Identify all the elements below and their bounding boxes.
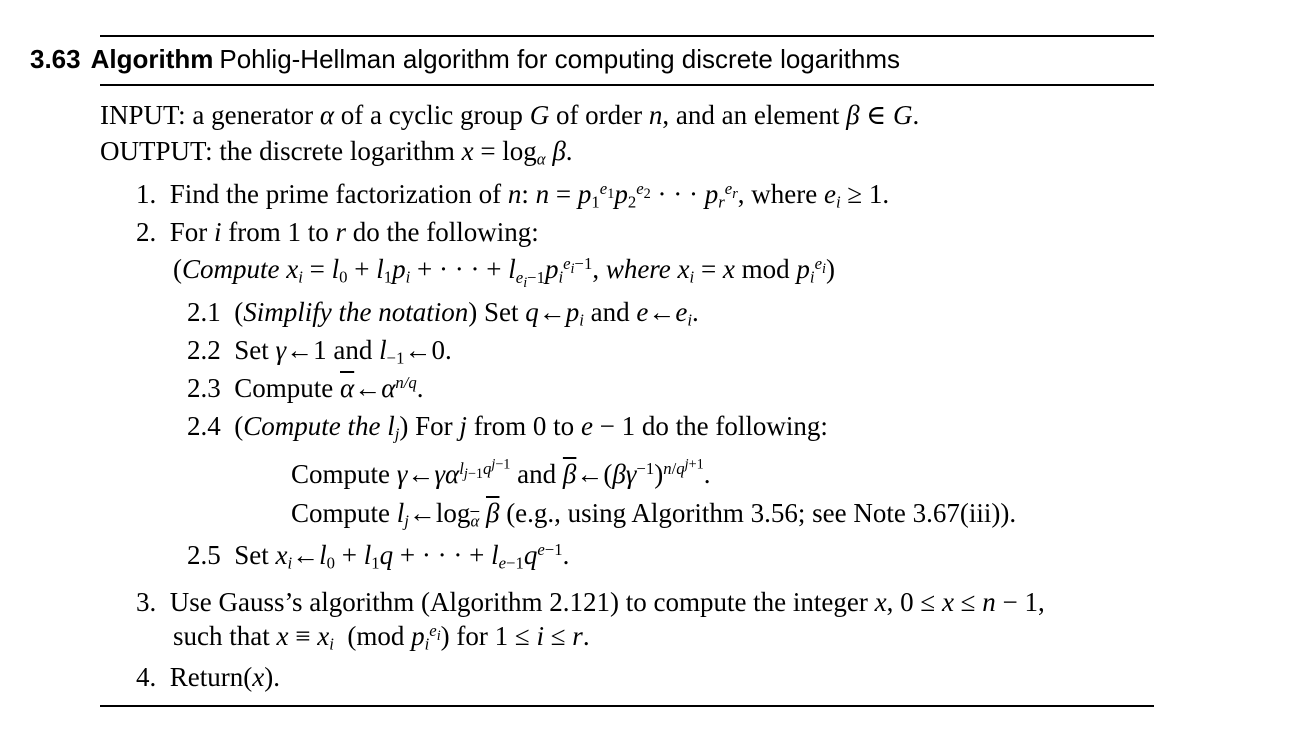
algorithm-title: Pohlig-Hellman algorithm for computing discrete logarithms [219, 44, 900, 74]
step-2-1-label: 2.1 [187, 297, 221, 327]
step-3: 3. Use Gauss’s algorithm (Algorithm 2.121) to compute the integer x, 0 ≤ x ≤ n − 1, [136, 587, 1045, 617]
step-2-1: 2.1 (Simplify the notation) Set $q\leftarrow p_i$ and $e\leftarrow e_i$. [187, 297, 699, 330]
step-1-label: 1. [136, 179, 157, 209]
step-2-2-label: 2.2 [187, 335, 221, 365]
step-2-5-label: 2.5 [187, 540, 221, 570]
step-2-4-label: 2.4 [187, 411, 221, 441]
step-2-note: (Compute $x_i = l_0 + l_1p_i$ + · · · + $l_{e_i-1}p_i^{e_i-1}$, where $x_i = x$ mod $p_i^{e_i}$) [173, 253, 835, 291]
heading-rule [100, 84, 1154, 86]
step-2-2: 2.2 Set γ←1 and $l_{-1}\leftarrow 0$. [187, 335, 452, 368]
step-2-4: 2.4 (Compute the $l_j$) For j from 0 to e − 1 do the following: [187, 411, 828, 444]
step-2-5: 2.5 Set $x_i\leftarrow l_0 + l_1q$ + · · · + $l_{e-1}q^{e-1}$. [187, 539, 570, 573]
algorithm-keyword: Algorithm [90, 44, 214, 74]
step-3-label: 3. [136, 587, 157, 617]
algorithm-heading [30, 44, 900, 75]
step-4-label: 4. [136, 662, 157, 692]
step-2-4-compute-gamma: Compute $\gamma\leftarrow\gamma\alpha^{l_{j-1}q^{j-1}}$ and $\overline{\beta}\leftarrow(\beta\gamma^{-1})^{n/q^{j+1}}$. [291, 456, 711, 489]
step-2-label: 2. [136, 217, 157, 247]
step-1: 1. Find the prime factorization of n: $n = p_1^{e_1}p_2^{e_2}$ · · · $p_r^{e_r}$, where $e_i \ge 1$. [136, 178, 890, 212]
step-2-3: 2.3 Compute $\overline{\alpha}\leftarrow\alpha^{n/q}$. [187, 372, 424, 403]
step-3-cont: such that $x \equiv x_i$ (mod $p_i^{e_i}$) for 1 ≤ i ≤ r. [173, 620, 590, 654]
bottom-rule [100, 705, 1154, 707]
top-rule [100, 35, 1154, 37]
step-2-3-label: 2.3 [187, 373, 221, 403]
algorithm-number: 3.63 [30, 44, 81, 74]
output-label: OUTPUT: [100, 136, 213, 166]
input-line: INPUT: a generator α of a cyclic group G of order n, and an element β ∈ G. [100, 100, 920, 130]
step-4: 4. Return(x). [136, 662, 280, 692]
step-2-4-compute-l: Compute $l_j\leftarrow\log_{\overline{\alpha}}$ $\overline{\beta}$ (e.g., using Algorithm 3.56; see Note 3.67(iii)). [291, 498, 1017, 531]
input-label: INPUT: [100, 100, 186, 130]
output-line: OUTPUT: the discrete logarithm $x = \log_\alpha \beta$. [100, 136, 573, 169]
step-2: 2. For i from 1 to r do the following: [136, 217, 539, 247]
